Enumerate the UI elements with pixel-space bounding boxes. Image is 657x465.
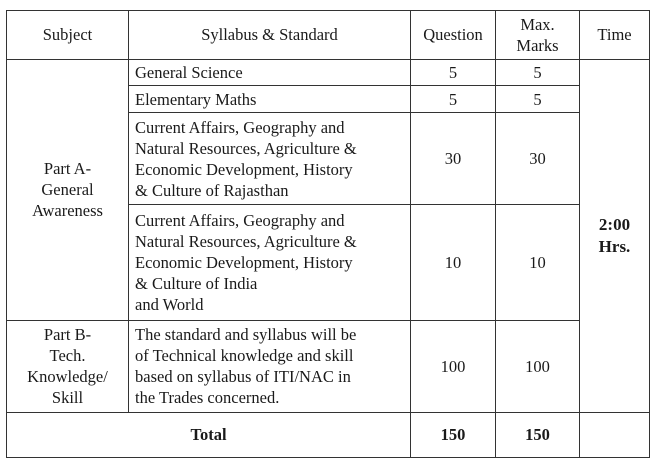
- total-label: Total: [7, 412, 411, 457]
- header-max-marks: Max. Marks: [496, 11, 580, 60]
- header-subject: Subject: [7, 11, 129, 60]
- header-row: [7, 11, 650, 60]
- question-cell: 5: [411, 86, 496, 113]
- table-row: [7, 59, 650, 86]
- total-marks: 150: [496, 412, 580, 457]
- table-row: [7, 320, 650, 412]
- header-question: Question: [411, 11, 496, 60]
- question-cell: 100: [411, 320, 496, 412]
- syllabus-cell: General Science: [129, 59, 411, 86]
- syllabus-cell: Current Affairs, Geography and Natural Resources, Agriculture & Economic Development, History & Culture of Rajasthan: [129, 113, 411, 205]
- marks-cell: 100: [496, 320, 580, 412]
- time-cell: 2:00 Hrs.: [580, 59, 650, 412]
- marks-cell: 5: [496, 59, 580, 86]
- part-b-subject: Part B- Tech. Knowledge/ Skill: [7, 320, 129, 412]
- total-question: 150: [411, 412, 496, 457]
- part-a-subject: Part A- General Awareness: [7, 59, 129, 320]
- question-cell: 30: [411, 113, 496, 205]
- syllabus-cell: Elementary Maths: [129, 86, 411, 113]
- syllabus-table: [6, 10, 650, 458]
- question-cell: 10: [411, 205, 496, 321]
- total-row: [7, 412, 650, 457]
- marks-cell: 5: [496, 86, 580, 113]
- header-time: Time: [580, 11, 650, 60]
- total-time-empty: [580, 412, 650, 457]
- syllabus-cell: Current Affairs, Geography and Natural Resources, Agriculture & Economic Development, History & Culture of India and World: [129, 205, 411, 321]
- syllabus-cell: The standard and syllabus will be of Technical knowledge and skill based on syllabus of ITI/NAC in the Trades concerned.: [129, 320, 411, 412]
- header-syllabus: Syllabus & Standard: [129, 11, 411, 60]
- marks-cell: 10: [496, 205, 580, 321]
- question-cell: 5: [411, 59, 496, 86]
- marks-cell: 30: [496, 113, 580, 205]
